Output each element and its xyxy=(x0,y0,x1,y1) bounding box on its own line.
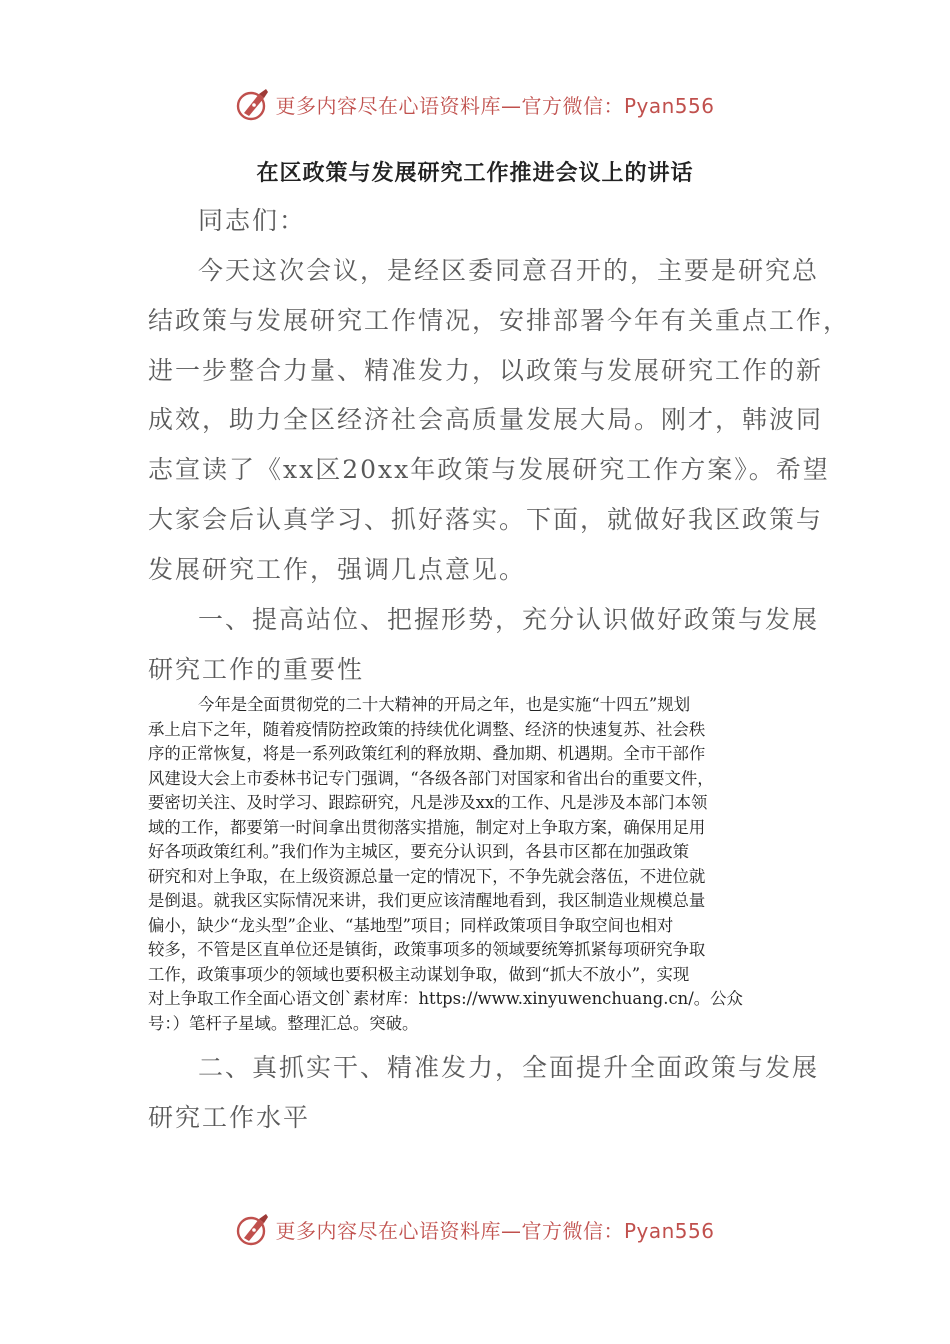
document-title: 在区政策与发展研究工作推进会议上的讲话 xyxy=(256,160,694,186)
body-line: 好各项政策红利。”我们作为主城区，要充分认识到，各县市区都在加强政策 xyxy=(148,842,690,861)
greeting: 同志们： xyxy=(198,206,307,235)
intro-line: 结政策与发展研究工作情况，安排部署今年有关重点工作， xyxy=(148,305,851,335)
body-line: 号：）笔杆子星域。整理汇总。突破。 xyxy=(148,1013,419,1033)
pen-nib-circle-icon xyxy=(235,1211,271,1247)
heading-line: 一、提高站位、把握形势，充分认识做好政策与发展 xyxy=(198,605,820,634)
header-banner xyxy=(0,84,950,124)
body-line: 承上启下之年，随着疫情防控政策的持续优化调整、经济的快速复苏、社会秩 xyxy=(148,719,706,739)
heading-line: 研究工作水平 xyxy=(148,1102,311,1132)
body-line: 研究和对上争取，在上级资源总量一定的情况下，不争先就会落伍，不进位就 xyxy=(148,866,706,886)
body-line-with-url: 对上争取工作全面心语文创`素材库：https://www.xinyuwenchuang.cn/。公众 xyxy=(148,989,743,1008)
banner-text: 更多内容尽在心语资料库—官方微信：Pyan556 xyxy=(275,93,715,118)
intro-line: 发展研究工作，强调几点意见。 xyxy=(148,554,527,584)
body-line: 是倒退。就我区实际情况来讲，我们更应该清醒地看到，我区制造业规模总量 xyxy=(148,891,706,910)
banner-text: 更多内容尽在心语资料库—官方微信：Pyan556 xyxy=(275,1218,715,1243)
pen-nib-circle-icon xyxy=(235,86,271,122)
heading-line: 研究工作的重要性 xyxy=(148,654,365,684)
heading-line: 二、真抓实干、精准发力，全面提升全面政策与发展 xyxy=(198,1053,820,1082)
body-line: 偏小，缺少“龙头型”企业、“基地型”项目；同样政策项目争取空间也相对 xyxy=(148,915,674,935)
body-line: 今年是全面贯彻党的二十大精神的开局之年，也是实施“十四五”规划 xyxy=(198,695,691,714)
intro-line: 成效，助力全区经济社会高质量发展大局。刚才，韩波同 xyxy=(148,405,824,435)
intro-line: 志宣读了《xx区20xx年政策与发展研究工作方案》。希望 xyxy=(148,455,830,485)
section-heading-1 xyxy=(148,595,820,695)
body-line: 风建设大会上市委林书记专门强调，“各级各部门对国家和省出台的重要文件， xyxy=(148,768,714,788)
intro-paragraph xyxy=(148,246,851,595)
section-heading-2 xyxy=(148,1043,820,1143)
body-line: 要密切关注、及时学习、跟踪研究，凡是涉及xx的工作、凡是涉及本部门本领 xyxy=(148,793,708,812)
body-line: 序的正常恢复，将是一系列政策红利的释放期、叠加期、机遇期。全市干部作 xyxy=(148,744,706,763)
intro-line: 大家会后认真学习、抓好落实。下面，就做好我区政策与 xyxy=(148,504,824,534)
section-1-body xyxy=(148,693,808,1036)
intro-line: 进一步整合力量、精准发力，以政策与发展研究工作的新 xyxy=(148,355,824,385)
body-line: 较多，不管是区直单位还是镇街，政策事项多的领域要统筹抓紧每项研究争取 xyxy=(148,940,706,959)
footer-banner xyxy=(0,1209,950,1249)
body-line: 工作，政策事项少的领域也要积极主动谋划争取，做到“抓大不放小”，实现 xyxy=(148,964,690,984)
intro-line: 今天这次会议，是经区委同意召开的，主要是研究总 xyxy=(198,256,820,285)
body-line: 域的工作，都要第一时间拿出贯彻落实措施，制定对上争取方案，确保用足用 xyxy=(148,817,706,837)
